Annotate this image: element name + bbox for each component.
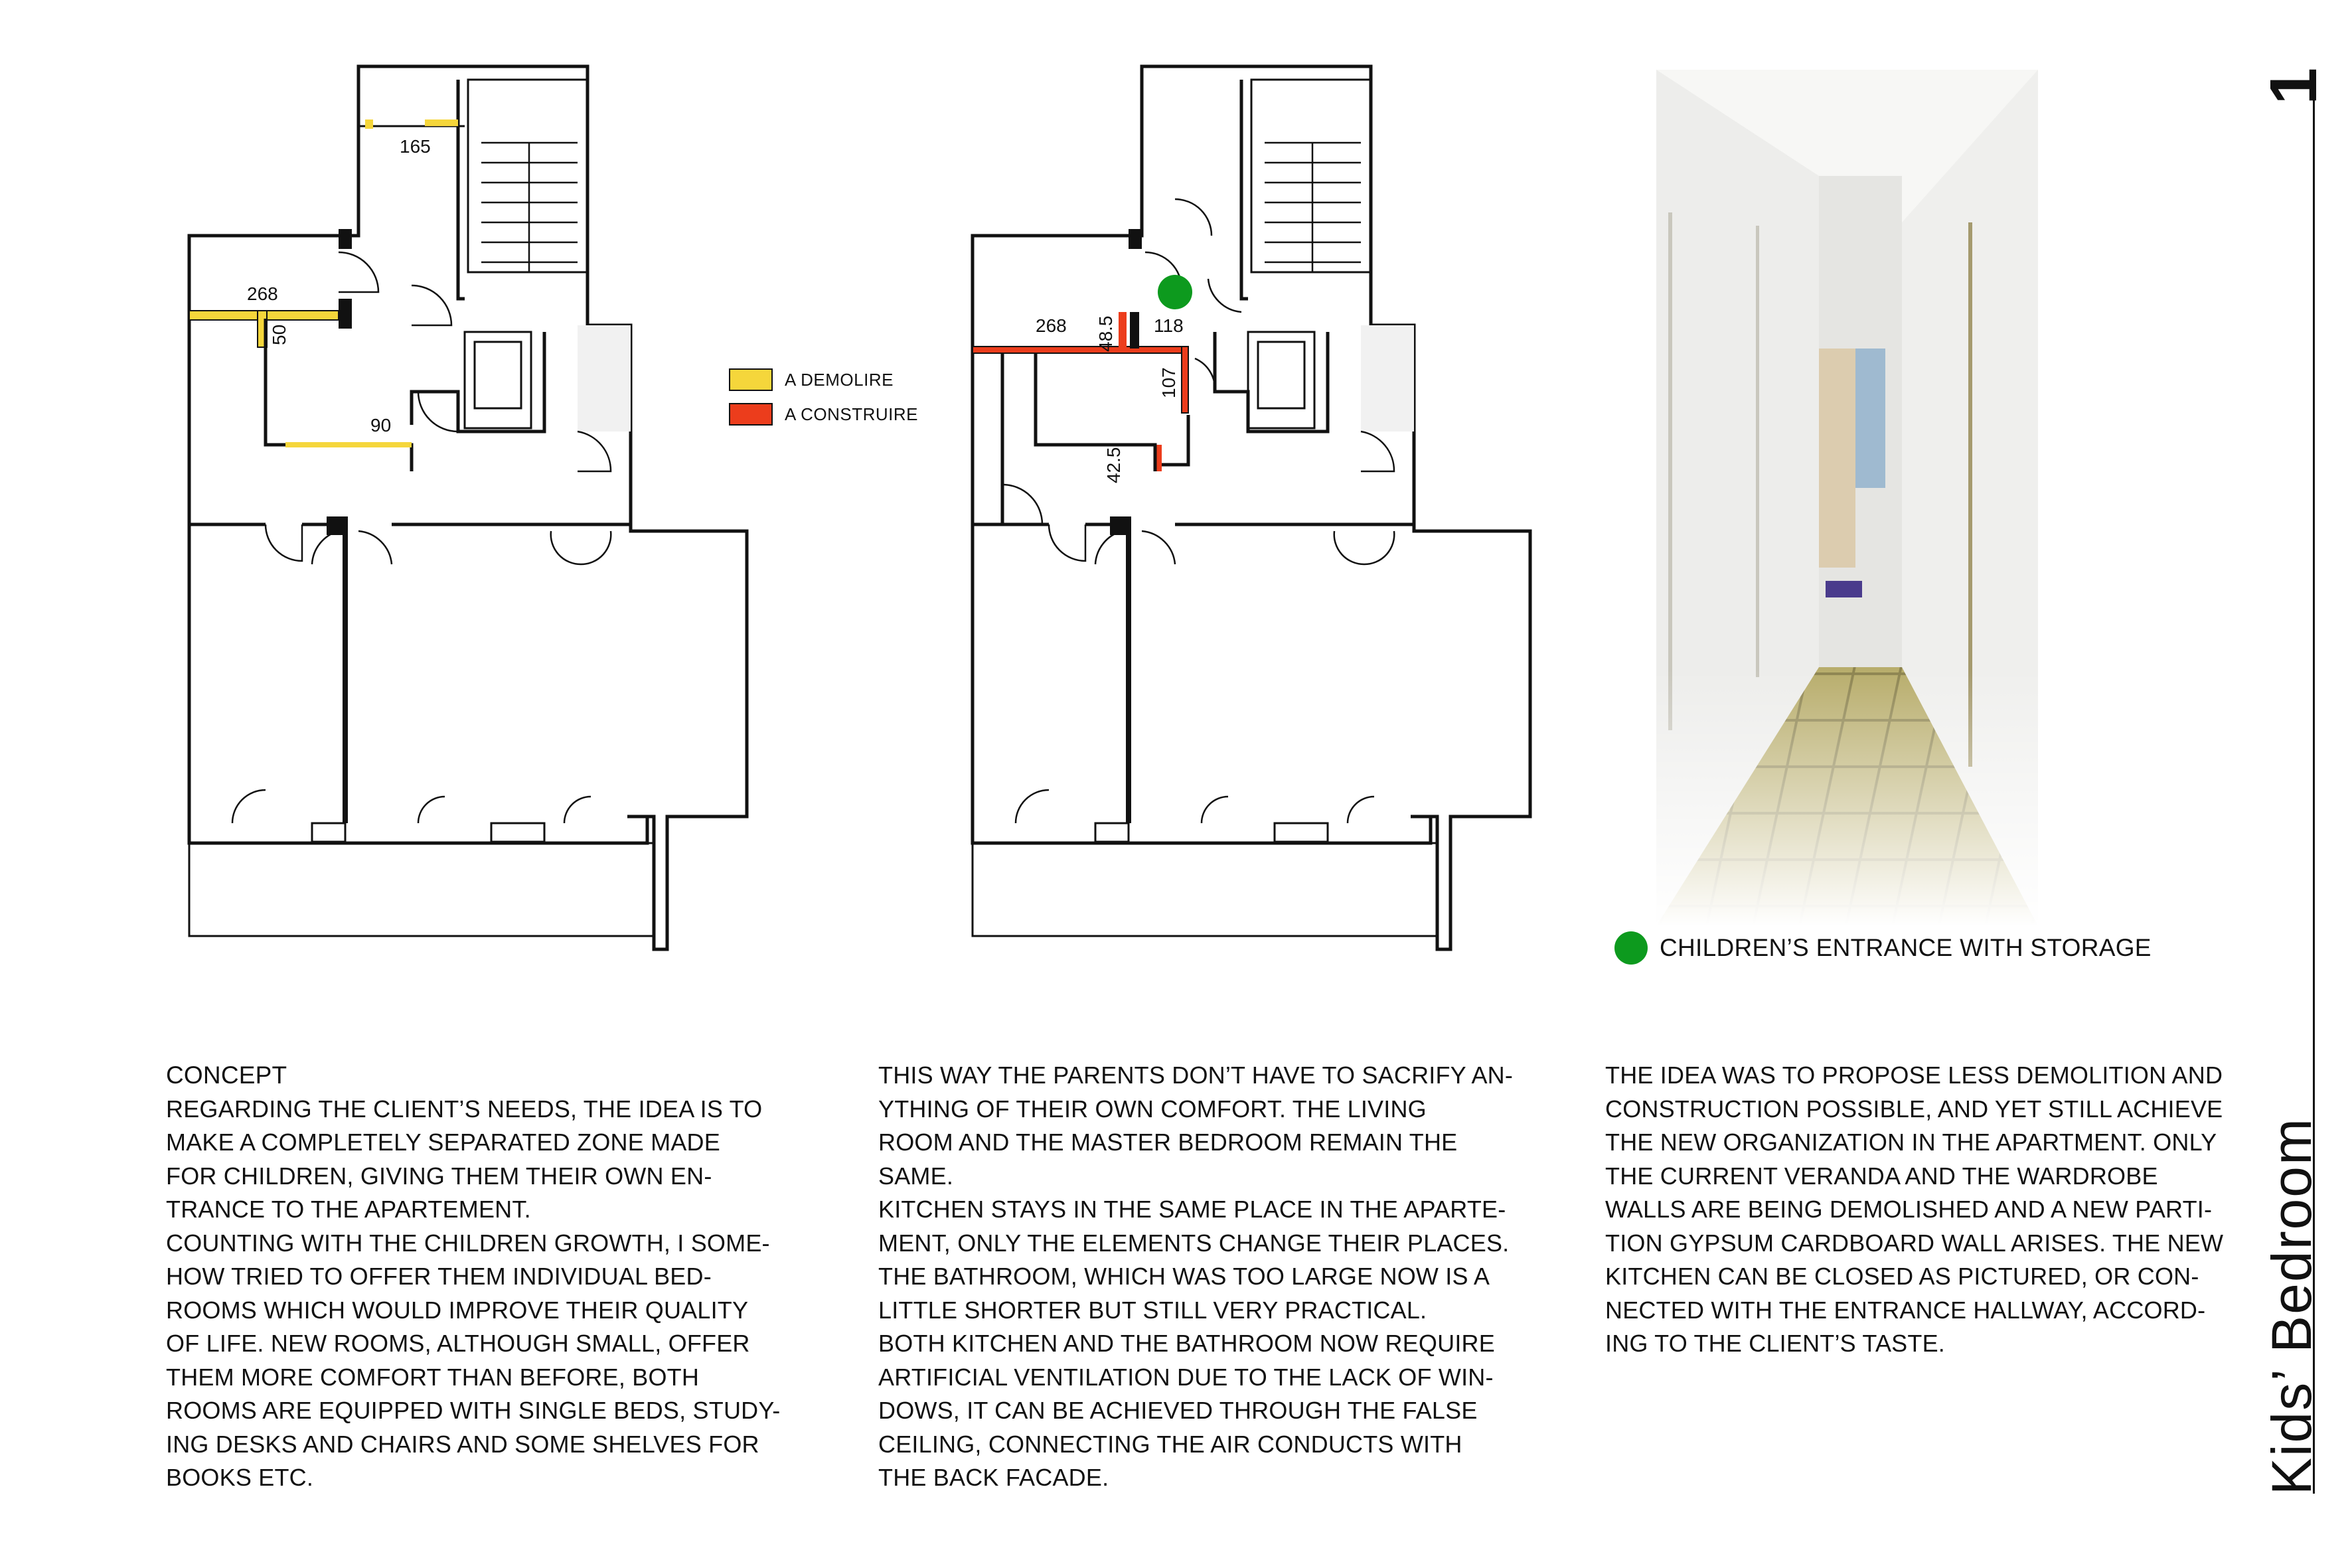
text-column-1 (166, 1059, 830, 1495)
dim-label: 118 (1154, 315, 1184, 336)
text-line: CONSTRUCTION POSSIBLE, AND YET STILL ACHIEVE (1605, 1095, 2223, 1123)
concept-heading: CONCEPT (166, 1061, 287, 1089)
text-line: ROOMS WHICH WOULD IMPROVE THEIR QUALITY (166, 1296, 749, 1324)
text-line: CEILING, CONNECTING THE AIR CONDUCTS WITH (878, 1430, 1462, 1458)
text-line: MENT, ONLY THE ELEMENTS CHANGE THEIR PLACES. (878, 1229, 1510, 1257)
text-line: WALLS ARE BEING DEMOLISHED AND A NEW PARTI- (1605, 1196, 2213, 1223)
legend-swatch-demolish (729, 368, 773, 391)
dim-label: 268 (1036, 315, 1067, 336)
text-line: DOWS, IT CAN BE ACHIEVED THROUGH THE FALSE (878, 1397, 1478, 1424)
legend-label-construct: A CONSTRUIRE (785, 404, 919, 424)
text-line: ING TO THE CLIENT’S TASTE. (1605, 1330, 1945, 1357)
text-line: THE BATHROOM, WHICH WAS TOO LARGE NOW IS A (878, 1263, 1490, 1290)
dim-label: 90 (370, 415, 392, 435)
legend-marker-green (1614, 931, 1648, 965)
text-line: YTHING OF THEIR OWN COMFORT. THE LIVING (878, 1095, 1427, 1123)
text-line: KITCHEN STAYS IN THE SAME PLACE IN THE APARTE- (878, 1196, 1506, 1223)
dim-label: 268 (247, 283, 278, 304)
text-line: ARTIFICIAL VENTILATION DUE TO THE LACK OF WIN- (878, 1363, 1494, 1391)
text-line: OF LIFE. NEW ROOMS, ALTHOUGH SMALL, OFFER (166, 1330, 750, 1357)
page-title: Kids’ Bedroom (2260, 1117, 2323, 1495)
dim-label: 42.5 (1103, 447, 1124, 483)
text-line: BOTH KITCHEN AND THE BATHROOM NOW REQUIRE (878, 1330, 1495, 1357)
dim-label: 48.5 (1095, 315, 1116, 352)
text-line: THE IDEA WAS TO PROPOSE LESS DEMOLITION AND (1605, 1061, 2223, 1089)
legend-label-demolish: A DEMOLIRE (785, 370, 894, 390)
text-line: TRANCE TO THE APARTEMENT. (166, 1196, 531, 1223)
legend-swatch-construct (729, 403, 773, 426)
text-line: THIS WAY THE PARENTS DON’T HAVE TO SACRIFY AN- (878, 1061, 1514, 1089)
page-number: 1 (2256, 68, 2331, 105)
photo-caption: CHILDREN’S ENTRANCE WITH STORAGE (1660, 934, 2152, 961)
text-line: REGARDING THE CLIENT’S NEEDS, THE IDEA IS TO (166, 1095, 763, 1123)
text-line: BOOKS ETC. (166, 1464, 314, 1491)
floor-plan-after (783, 0, 1580, 982)
text-line: ROOMS ARE EQUIPPED WITH SINGLE BEDS, STUDY- (166, 1397, 781, 1424)
entrance-marker (1158, 275, 1192, 309)
interior-render (1656, 70, 2038, 926)
text-line: ING DESKS AND CHAIRS AND SOME SHELVES FOR (166, 1430, 759, 1458)
text-line: LITTLE SHORTER BUT STILL VERY PRACTICAL. (878, 1296, 1427, 1324)
text-line: HOW TRIED TO OFFER THEM INDIVIDUAL BED- (166, 1263, 712, 1290)
text-line: KITCHEN CAN BE CLOSED AS PICTURED, OR CON- (1605, 1263, 2199, 1290)
text-line: SAME. (878, 1162, 954, 1190)
text-line: THE BACK FACADE. (878, 1464, 1109, 1491)
dim-label: 165 (400, 136, 431, 157)
text-line: NECTED WITH THE ENTRANCE HALLWAY, ACCORD- (1605, 1296, 2206, 1324)
text-line: THEM MORE COMFORT THAN BEFORE, BOTH (166, 1363, 700, 1391)
dim-label: 107 (1158, 367, 1179, 398)
floor-plan-before (0, 0, 797, 982)
text-line: TION GYPSUM CARDBOARD WALL ARISES. THE NEW (1605, 1229, 2224, 1257)
text-line: THE NEW ORGANIZATION IN THE APARTMENT. ONLY (1605, 1129, 2217, 1156)
text-line: THE CURRENT VERANDA AND THE WARDROBE (1605, 1162, 2158, 1190)
text-column-3 (1605, 1059, 2269, 1361)
text-line: ROOM AND THE MASTER BEDROOM REMAIN THE (878, 1129, 1458, 1156)
dim-label: 50 (269, 324, 289, 345)
text-line: COUNTING WITH THE CHILDREN GROWTH, I SOME- (166, 1229, 770, 1257)
text-line: FOR CHILDREN, GIVING THEM THEIR OWN EN- (166, 1162, 712, 1190)
text-line: MAKE A COMPLETELY SEPARATED ZONE MADE (166, 1129, 720, 1156)
text-column-2 (878, 1059, 1555, 1495)
